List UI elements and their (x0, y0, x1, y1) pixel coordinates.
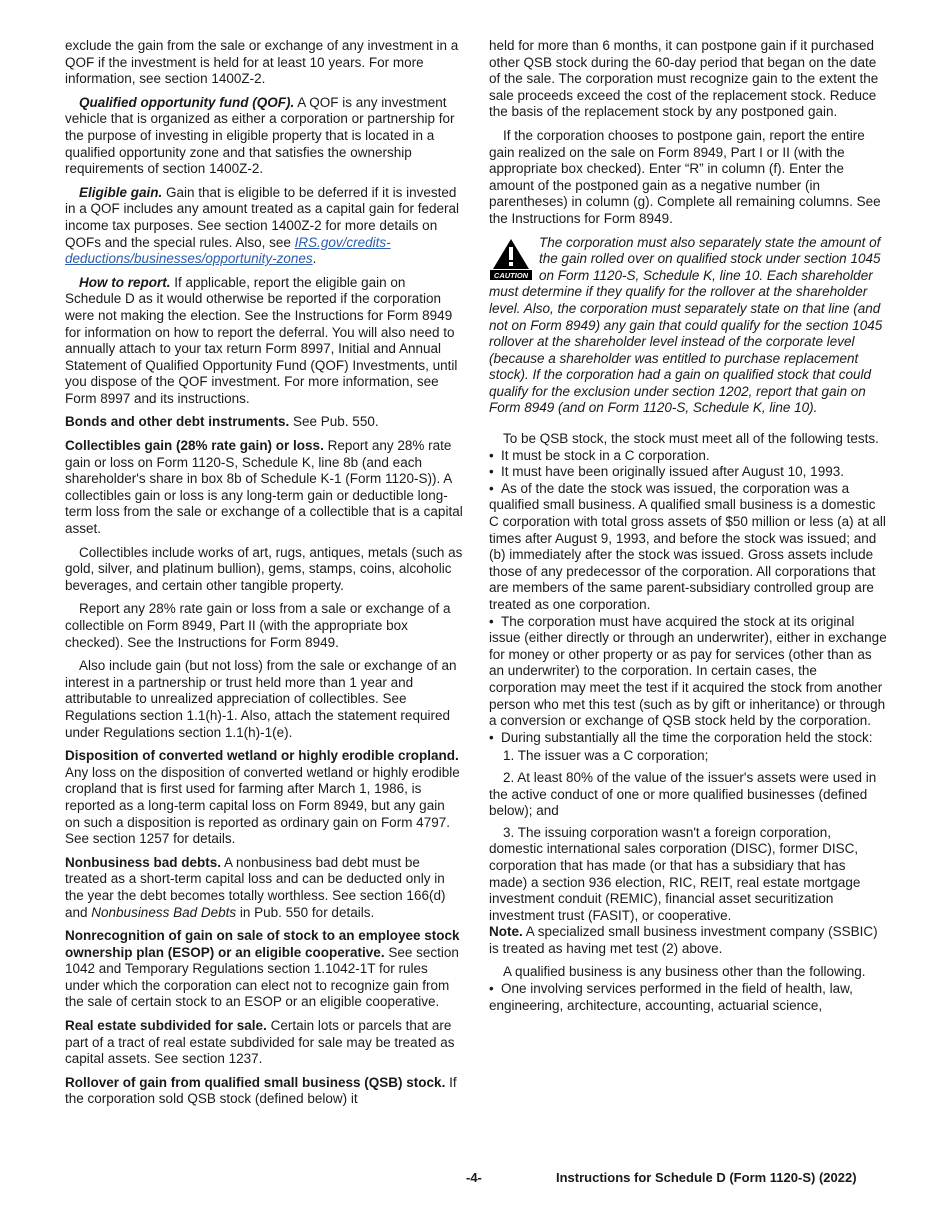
qof-intro-paragraph: exclude the gain from the sale or exchange of any investment in a QOF if the investment is held for at least 10 years. For more information, see section 1400Z-2. (65, 38, 459, 87)
qsb-rollover-heading: Rollover of gain from qualified small business (QSB) stock. (65, 1074, 446, 1090)
footer-title: Instructions for Schedule D (Form 1120-S) (2022) (556, 1170, 857, 1185)
list-item: • As of the date the stock was issued, the corporation was a qualified small business. A qualified small business is a domestic C corporation with total gross assets of $50 million or less (a) at all times after August 9, 1993, and before the stock was issued; and (b) immediately after the stock was issued. Gross assets include those of any predecessor of the corporation. All corporations that are members of the same parent-subsidiary controlled group are treated as one corporation. (489, 480, 886, 612)
numbered-item: 2. At least 80% of the value of the issuer's assets were used in the active conduct of one or more qualified businesses (defined below); and (489, 769, 877, 819)
qof-heading: Qualified opportunity fund (QOF). (79, 94, 295, 110)
how-to-report-heading: How to report. (79, 274, 171, 290)
numbered-item: 3. The issuing corporation wasn't a foreign corporation, domestic international sales corporation (DISC), former DISC, corporation that has made (or that has a subsidiary that has made) a section 936 election, RIC, REIT, real estate mortgage investment conduit (REMIC), financial asset securitization investment trust (FASIT), or cooperative. (489, 824, 861, 923)
wetland-heading: Disposition of converted wetland or highly erodible cropland. (65, 748, 459, 764)
how-to-report-paragraph: How to report. If applicable, report the eligible gain on Schedule D as it would otherwise be reported if the corporation were not making the election. See the Instructions for Form 8949 for information on how to report the deferral. You will also need to annually attach to your tax return Form 8997, Initial and Annual Statement of Qualified Opportunity Fund (QOF) Investments, until you dispose of the QOF investment. For more information, see Form 8997 and its instructions. (65, 274, 458, 406)
wetland-paragraph: Disposition of converted wetland or highly erodible cropland. Any loss on the disposition of converted wetland or highly erodible cropland that is first used for farming after March 1, 1986, is reported as a long-term capital loss on Form 8949, but any gain on such a disposition is reported as ordinary gain on Form 4797. See section 1257 for details. (65, 748, 460, 847)
qof-paragraph: Qualified opportunity fund (QOF). A QOF is any investment vehicle that is organized as either a corporation or partnership for the purpose of investing in eligible property that is located in a qualified opportunity zone and that satisfies the ownership requirements of section 1400Z-2. (65, 94, 455, 177)
opportunity-zones-link[interactable]: IRS.gov/credits-deductions/businesses/opportunity-zones (65, 234, 391, 267)
note-heading: Note. (489, 924, 523, 940)
page-number: -4- (466, 1170, 482, 1185)
list-item: • It must have been originally issued after August 10, 1993. (489, 464, 844, 480)
caution-text: The corporation must also separately state the amount of the gain rolled over on qualified stock under section 1045 on Form 1120-S, Schedule K, line 10. Each shareholder must determine if they qualify for the rollover at the shareholder level. Also, the corporation must separately state on that line (and not on Form 8949) any gain that could qualify for the section 1045 rollover at the shareholder level instead of the corporate level (because a shareholder was entitled to purchase replacement stock). If the corporation had a gain on qualified stock that could qualify for the exclusion under section 1202, report that gain on Form 8949 (and on Form 1120-S, Schedule K, line 10). (489, 234, 883, 416)
eligible-gain-heading: Eligible gain. (79, 184, 163, 200)
caution-icon (489, 237, 533, 281)
qsb-continued-paragraph: held for more than 6 months, it can postpone gain if it purchased other QSB stock during the 60-day period that began on the date of the sale. The corporation must recognize gain to the extent the sale proceeds exceed the cost of the replacement stock. Reduce the basis of the replacement stock by any postponed gain. (489, 38, 879, 120)
collectibles-paragraph: Collectibles gain (28% rate gain) or loss. Report any 28% rate gain or loss on Form 1120-S, Schedule K, line 8b (and each shareholder's share in box 8b of Schedule K-1 (Form 1120-S)). A collectibles gain or loss is any long-term gain or deductible long-term loss from the sale or exchange of a collectible that is a capital asset. (65, 438, 463, 537)
right-column (489, 38, 887, 1014)
collectibles-paragraph-3: Report any 28% rate gain or loss from a sale or exchange of a collectible on Form 8949, Part II (with the appropriate box checked). See the Instructions for Form 8949. (65, 601, 451, 650)
list-item: • One involving services performed in the field of health, law, engineering, architecture, accounting, actuarial science, (489, 981, 853, 1013)
real-estate-paragraph: Real estate subdivided for sale. Certain lots or parcels that are part of a tract of real estate subdivided for sale may be treated as capital assets. See section 1237. (65, 1018, 455, 1067)
nonbusiness-bad-debts-paragraph: Nonbusiness bad debts. A nonbusiness bad debt must be treated as a short-term capital loss and can be deducted only in the year the debt becomes totally worthless. See section 166(d) and Nonbusiness Bad Debts in Pub. 550 for details. (65, 854, 446, 920)
esop-heading: Nonrecognition of gain on sale of stock to an employee stock ownership plan (ESOP) or an eligible cooperative. (65, 928, 460, 960)
list-item: • The corporation must have acquired the stock at its original issue (either directly or through an underwriter), either in exchange for money or other property or as pay for services (other than as an underwriter) to the corporation. In certain cases, the corporation may meet the test if it acquired the stock from another person who met this test (such as by gift or inheritance) or through a conversion or exchange of QSB stock held by the corporation. (489, 613, 887, 729)
qualified-business-intro: A qualified business is any business other than the following. (503, 964, 866, 980)
qsb-tests-intro: To be QSB stock, the stock must meet all of the following tests. (503, 431, 879, 447)
collectibles-paragraph-4: Also include gain (but not loss) from the sale or exchange of an interest in a partnership or trust held more than 1 year and attributable to unrealized appreciation of collectibles. See Regulations section 1.1(h)-1. Also, attach the statement required under Regulations section 1.1(h)-1(e). (65, 658, 457, 740)
caution-label: CAUTION (493, 270, 529, 280)
collectibles-paragraph-2: Collectibles include works of art, rugs, antiques, metals (such as gold, silver, and platinum bullion), gems, stamps, coins, alcoholic beverages, and certain other tangible property. (65, 544, 463, 593)
qsb-rollover-paragraph: Rollover of gain from qualified small business (QSB) stock. If the corporation sold QSB stock (defined below) it (65, 1074, 457, 1107)
left-column (65, 38, 463, 1115)
eligible-gain-paragraph: Eligible gain. Gain that is eligible to be deferred if it is invested in a QOF includes any amount treated as a capital gain for federal income tax purposes. See section 1400Z-2 for more details on QOFs and the special rules. Also, see IRS.gov/credits-deductions/businesses/opportunity-zones. (65, 184, 459, 267)
caution-box (489, 235, 887, 418)
bonds-paragraph: Bonds and other debt instruments. See Pub. 550. (65, 414, 379, 430)
postpone-gain-paragraph: If the corporation chooses to postpone gain, report the entire gain realized on the sale on Form 8949, Part I or II (with the appropriate box checked). Enter “R” in column (f). Enter the amount of the postponed gain as a negative number (in parentheses) in column (g). Complete all remaining columns. See the Instructions for Form 8949. (489, 127, 881, 226)
note-paragraph: Note. A specialized small business investment company (SSBIC) is treated as having met test (2) above. (489, 924, 878, 956)
esop-paragraph: Nonrecognition of gain on sale of stock to an employee stock ownership plan (ESOP) or an eligible cooperative. See section 1042 and Temporary Regulations section 1.1042-1T for rules under which the corporation can elect not to recognize gain from the sale of certain stock to an ESOP or an eligible cooperative. (65, 928, 460, 1010)
list-item: • It must be stock in a C corporation. (489, 447, 710, 463)
numbered-item: 1. The issuer was a C corporation; (503, 748, 709, 764)
bonds-heading: Bonds and other debt instruments. (65, 414, 290, 430)
nonbusiness-bad-debts-heading: Nonbusiness bad debts. (65, 854, 222, 870)
list-item: • During substantially all the time the corporation held the stock: (489, 729, 873, 745)
collectibles-heading: Collectibles gain (28% rate gain) or loss. (65, 438, 324, 454)
real-estate-heading: Real estate subdivided for sale. (65, 1018, 267, 1034)
